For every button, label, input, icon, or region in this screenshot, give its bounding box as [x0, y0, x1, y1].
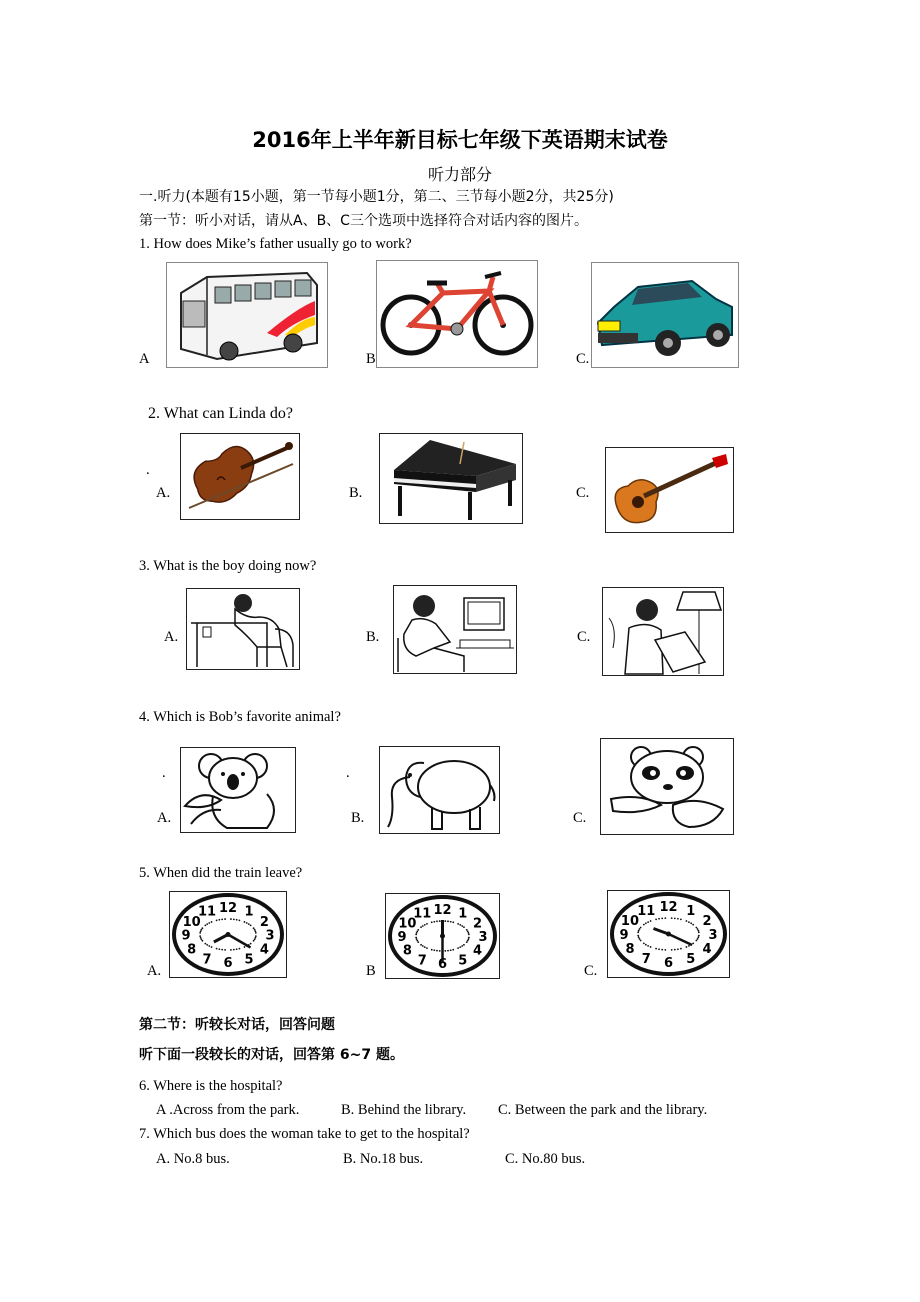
- clock-tick: [640, 927, 642, 929]
- option-label: B: [366, 351, 376, 367]
- clock-number: 12: [433, 903, 452, 918]
- option-label: C.: [576, 485, 590, 501]
- clock-tick: [655, 948, 657, 950]
- clock-tick: [461, 925, 463, 927]
- clock-number: 7: [417, 953, 427, 969]
- section-heading: 一.听力(本题有15小题，第一节每小题1分，第二、三节每小题2分，共25分): [139, 189, 614, 205]
- clock-tick: [218, 948, 220, 950]
- clock-tick: [200, 929, 202, 931]
- guitar-icon: [605, 447, 734, 533]
- clock-tick: [674, 949, 676, 951]
- clock-number: 11: [413, 906, 432, 922]
- question-1: 1. How does Mike’s father usually go to work?: [139, 236, 412, 252]
- option-label: C.: [576, 351, 590, 367]
- stray-dot: .: [346, 765, 350, 781]
- clock-tick: [677, 948, 679, 950]
- clock-tick: [466, 929, 468, 931]
- clock-number: 7: [641, 952, 651, 968]
- clock-tick: [650, 946, 652, 948]
- clock-tick: [645, 922, 647, 924]
- clock-tick: [452, 921, 454, 923]
- clock-tick: [199, 935, 201, 937]
- clock-tick: [255, 932, 257, 934]
- clock-tick: [211, 946, 213, 948]
- clock-tick: [199, 932, 201, 934]
- clock-number: 5: [686, 952, 696, 968]
- clock-number: 1: [458, 906, 468, 922]
- clock-number: 8: [625, 942, 635, 957]
- option-label: A.: [156, 485, 171, 501]
- clock-number: 2: [702, 914, 712, 929]
- clock-number: 7: [202, 952, 212, 968]
- question-3: 3. What is the boy doing now?: [139, 558, 317, 574]
- clock-tick: [202, 927, 204, 929]
- section2-instruction: 听下面一段较长的对话，回答第 6~7 题。: [139, 1047, 404, 1063]
- clock-number: 4: [702, 942, 712, 957]
- clock-tick: [216, 948, 218, 950]
- clock-tick: [208, 945, 210, 947]
- option-label: B.: [351, 810, 365, 826]
- clock-tick: [238, 948, 240, 950]
- clock-tick: [250, 924, 252, 926]
- q6-option-b: B. Behind the library.: [341, 1102, 467, 1118]
- clock-tick: [253, 940, 255, 942]
- clock-tick: [637, 935, 639, 937]
- clock-icon: [385, 893, 500, 979]
- clock-tick: [452, 949, 454, 951]
- clock-tick: [417, 929, 419, 931]
- koala-icon: [180, 747, 296, 833]
- clock-number: 9: [619, 928, 629, 943]
- clock-icon: [607, 890, 730, 978]
- clock-tick: [200, 938, 202, 940]
- clock-number: 4: [259, 942, 269, 958]
- clock-tick: [463, 944, 465, 946]
- clock-tick: [238, 919, 240, 921]
- clock-number: 4: [473, 943, 483, 959]
- clock-number: 1: [244, 904, 254, 920]
- clock-tick: [415, 937, 417, 939]
- clock-tick: [416, 938, 418, 940]
- clock-tick: [658, 948, 660, 950]
- clock-number: 10: [620, 914, 640, 929]
- clock-tick: [450, 949, 452, 951]
- clock-tick: [640, 940, 642, 942]
- page-title: 2016年上半年新目标七年级下英语期末试卷: [252, 128, 668, 152]
- clock-number: 6: [663, 956, 674, 971]
- panda-icon: [600, 738, 734, 835]
- clock-tick: [250, 943, 252, 945]
- clock-tick: [468, 934, 470, 936]
- option-label: B: [366, 963, 376, 979]
- clock-tick: [697, 930, 699, 932]
- clock-tick: [246, 922, 248, 924]
- clock-tick: [638, 936, 640, 938]
- clock-tick: [686, 946, 688, 948]
- clock-number: 11: [637, 903, 656, 919]
- violin-icon: [180, 433, 300, 520]
- clock-hub: [666, 932, 671, 937]
- clock-tick: [697, 928, 699, 930]
- clock-tick: [433, 949, 435, 951]
- clock-tick: [420, 926, 422, 928]
- clock-number: 8: [187, 942, 197, 958]
- clock-tick: [697, 938, 699, 940]
- clock-tick: [645, 944, 647, 946]
- clock-number: 6: [437, 957, 448, 972]
- q7-option-c: C. No.80 bus.: [505, 1151, 586, 1167]
- clock-tick: [457, 923, 459, 925]
- q7-option-a: A. No.8 bus.: [156, 1151, 230, 1167]
- clock-tick: [638, 930, 640, 932]
- clock-tick: [221, 949, 223, 951]
- clock-tick: [639, 928, 641, 930]
- clock-tick: [677, 918, 679, 920]
- clock-tick: [248, 923, 250, 925]
- question-2-text: 2. What can Linda do?: [148, 405, 293, 422]
- clock-tick: [447, 920, 449, 922]
- clock-tick: [661, 949, 663, 951]
- question-4: 4. Which is Bob’s favorite animal?: [139, 709, 341, 725]
- section2-heading: 第二节：听较长对话，回答问题: [139, 1017, 335, 1033]
- clock-number: 12: [659, 900, 678, 915]
- clock-tick: [461, 945, 463, 947]
- clock-tick: [254, 929, 256, 931]
- clock-number: 3: [478, 930, 488, 945]
- clock-number: 8: [402, 943, 412, 959]
- clock-tick: [692, 943, 694, 945]
- option-label: C.: [584, 963, 598, 979]
- clock-tick: [698, 935, 700, 937]
- clock-number: 1: [686, 903, 696, 919]
- q7-option-b: B. No.18 bus.: [343, 1151, 424, 1167]
- clock-tick: [244, 946, 246, 948]
- q6-option-a: A .Across from the park.: [156, 1102, 300, 1118]
- clock-tick: [422, 945, 424, 947]
- clock-tick: [439, 920, 441, 922]
- bus-icon: [166, 262, 328, 368]
- clock-tick: [688, 921, 690, 923]
- clock-tick: [661, 917, 663, 919]
- clock-tick: [254, 937, 256, 939]
- clock-tick: [204, 943, 206, 945]
- clock-tick: [204, 924, 206, 926]
- clock-icon: [169, 891, 287, 978]
- clock-tick: [447, 950, 449, 952]
- clock-tick: [420, 944, 422, 946]
- clock-tick: [639, 938, 641, 940]
- clock-number: 10: [398, 916, 417, 932]
- stray-dot: .: [146, 462, 150, 478]
- clock-tick: [244, 921, 246, 923]
- option-label: A.: [157, 810, 172, 826]
- boy-computer-icon: [393, 585, 517, 674]
- clock-tick: [444, 920, 446, 922]
- clock-hub: [440, 934, 445, 939]
- clock-tick: [424, 924, 426, 926]
- question-5: 5. When did the train leave?: [139, 865, 303, 881]
- clock-tick: [468, 932, 470, 934]
- clock-tick: [436, 920, 438, 922]
- clock-tick: [690, 922, 692, 924]
- clock-tick: [424, 946, 426, 948]
- clock-tick: [236, 919, 238, 921]
- clock-tick: [450, 921, 452, 923]
- question-2: [148, 405, 293, 423]
- clock-tick: [218, 919, 220, 921]
- clock-tick: [206, 944, 208, 946]
- piano-icon: [379, 433, 523, 524]
- clock-number: 2: [259, 914, 269, 930]
- clock-tick: [671, 917, 673, 919]
- option-label: A: [139, 351, 150, 367]
- clock-number: 12: [218, 901, 238, 916]
- clock-tick: [254, 938, 256, 940]
- question-7: 7. Which bus does the woman take to get to the hospital?: [139, 1126, 470, 1142]
- clock-tick: [439, 950, 441, 952]
- clock-tick: [431, 921, 433, 923]
- clock-tick: [695, 940, 697, 942]
- clock-number: 6: [223, 956, 233, 971]
- clock-tick: [230, 949, 232, 951]
- clock-number: 9: [397, 930, 407, 945]
- clock-number: 10: [182, 914, 201, 930]
- clock-tick: [697, 936, 699, 938]
- clock-tick: [664, 949, 666, 951]
- clock-number: 3: [265, 928, 275, 944]
- clock-tick: [233, 918, 235, 920]
- option-label: B.: [366, 629, 380, 645]
- clock-tick: [459, 924, 461, 926]
- clock-tick: [230, 918, 232, 920]
- clock-tick: [254, 930, 256, 932]
- stray-dot: .: [162, 765, 166, 781]
- clock-tick: [211, 921, 213, 923]
- clock-tick: [680, 948, 682, 950]
- clock-tick: [416, 930, 418, 932]
- car-icon: [591, 262, 739, 368]
- clock-tick: [637, 931, 639, 933]
- clock-tick: [466, 941, 468, 943]
- option-label: B.: [349, 485, 363, 501]
- clock-tick: [692, 924, 694, 926]
- clock-tick: [255, 935, 257, 937]
- clock-tick: [671, 949, 673, 951]
- question-6: 6. Where is the hospital?: [139, 1078, 283, 1094]
- clock-tick: [698, 931, 700, 933]
- clock-tick: [200, 930, 202, 932]
- clock-tick: [463, 926, 465, 928]
- clock-tick: [436, 950, 438, 952]
- clock-tick: [426, 947, 428, 949]
- clock-tick: [643, 943, 645, 945]
- clock-tick: [658, 918, 660, 920]
- clock-tick: [422, 925, 424, 927]
- clock-tick: [200, 937, 202, 939]
- clock-tick: [206, 923, 208, 925]
- clock-tick: [253, 927, 255, 929]
- clock-tick: [467, 940, 469, 942]
- elephant-icon: [379, 746, 500, 834]
- clock-tick: [459, 946, 461, 948]
- clock-tick: [426, 923, 428, 925]
- option-label: A.: [164, 629, 179, 645]
- clock-number: 11: [197, 904, 217, 920]
- option-label: A.: [147, 963, 162, 979]
- clock-tick: [224, 949, 226, 951]
- clock-tick: [688, 945, 690, 947]
- clock-tick: [457, 947, 459, 949]
- clock-number: 3: [708, 928, 718, 943]
- clock-tick: [216, 919, 218, 921]
- clock-tick: [208, 922, 210, 924]
- clock-tick: [233, 949, 235, 951]
- clock-tick: [650, 920, 652, 922]
- clock-number: 9: [181, 928, 191, 944]
- clock-tick: [643, 924, 645, 926]
- clock-tick: [415, 934, 417, 936]
- clock-tick: [655, 918, 657, 920]
- clock-tick: [686, 920, 688, 922]
- clock-tick: [202, 940, 204, 942]
- part1-instruction: 第一节：听小对话，请从A、B、C三个选项中选择符合对话内容的图片。: [139, 213, 588, 229]
- boy-writing-icon: [186, 588, 300, 670]
- q6-option-c: C. Between the park and the library.: [498, 1102, 708, 1118]
- clock-tick: [417, 941, 419, 943]
- clock-number: 2: [473, 916, 483, 932]
- bicycle-icon: [376, 260, 538, 368]
- clock-tick: [664, 917, 666, 919]
- clock-tick: [433, 921, 435, 923]
- page-subtitle: 听力部分: [427, 165, 492, 184]
- clock-number: 5: [458, 953, 468, 969]
- clock-tick: [468, 937, 470, 939]
- clock-tick: [444, 950, 446, 952]
- clock-tick: [236, 948, 238, 950]
- option-label: C.: [573, 810, 587, 826]
- clock-tick: [647, 921, 649, 923]
- clock-tick: [431, 949, 433, 951]
- option-label: C.: [577, 629, 591, 645]
- boy-reading-icon: [602, 587, 724, 676]
- clock-tick: [695, 927, 697, 929]
- clock-tick: [224, 918, 226, 920]
- clock-tick: [647, 945, 649, 947]
- clock-tick: [221, 918, 223, 920]
- clock-hub: [226, 932, 231, 937]
- clock-tick: [680, 918, 682, 920]
- clock-number: 5: [244, 952, 254, 968]
- clock-tick: [674, 917, 676, 919]
